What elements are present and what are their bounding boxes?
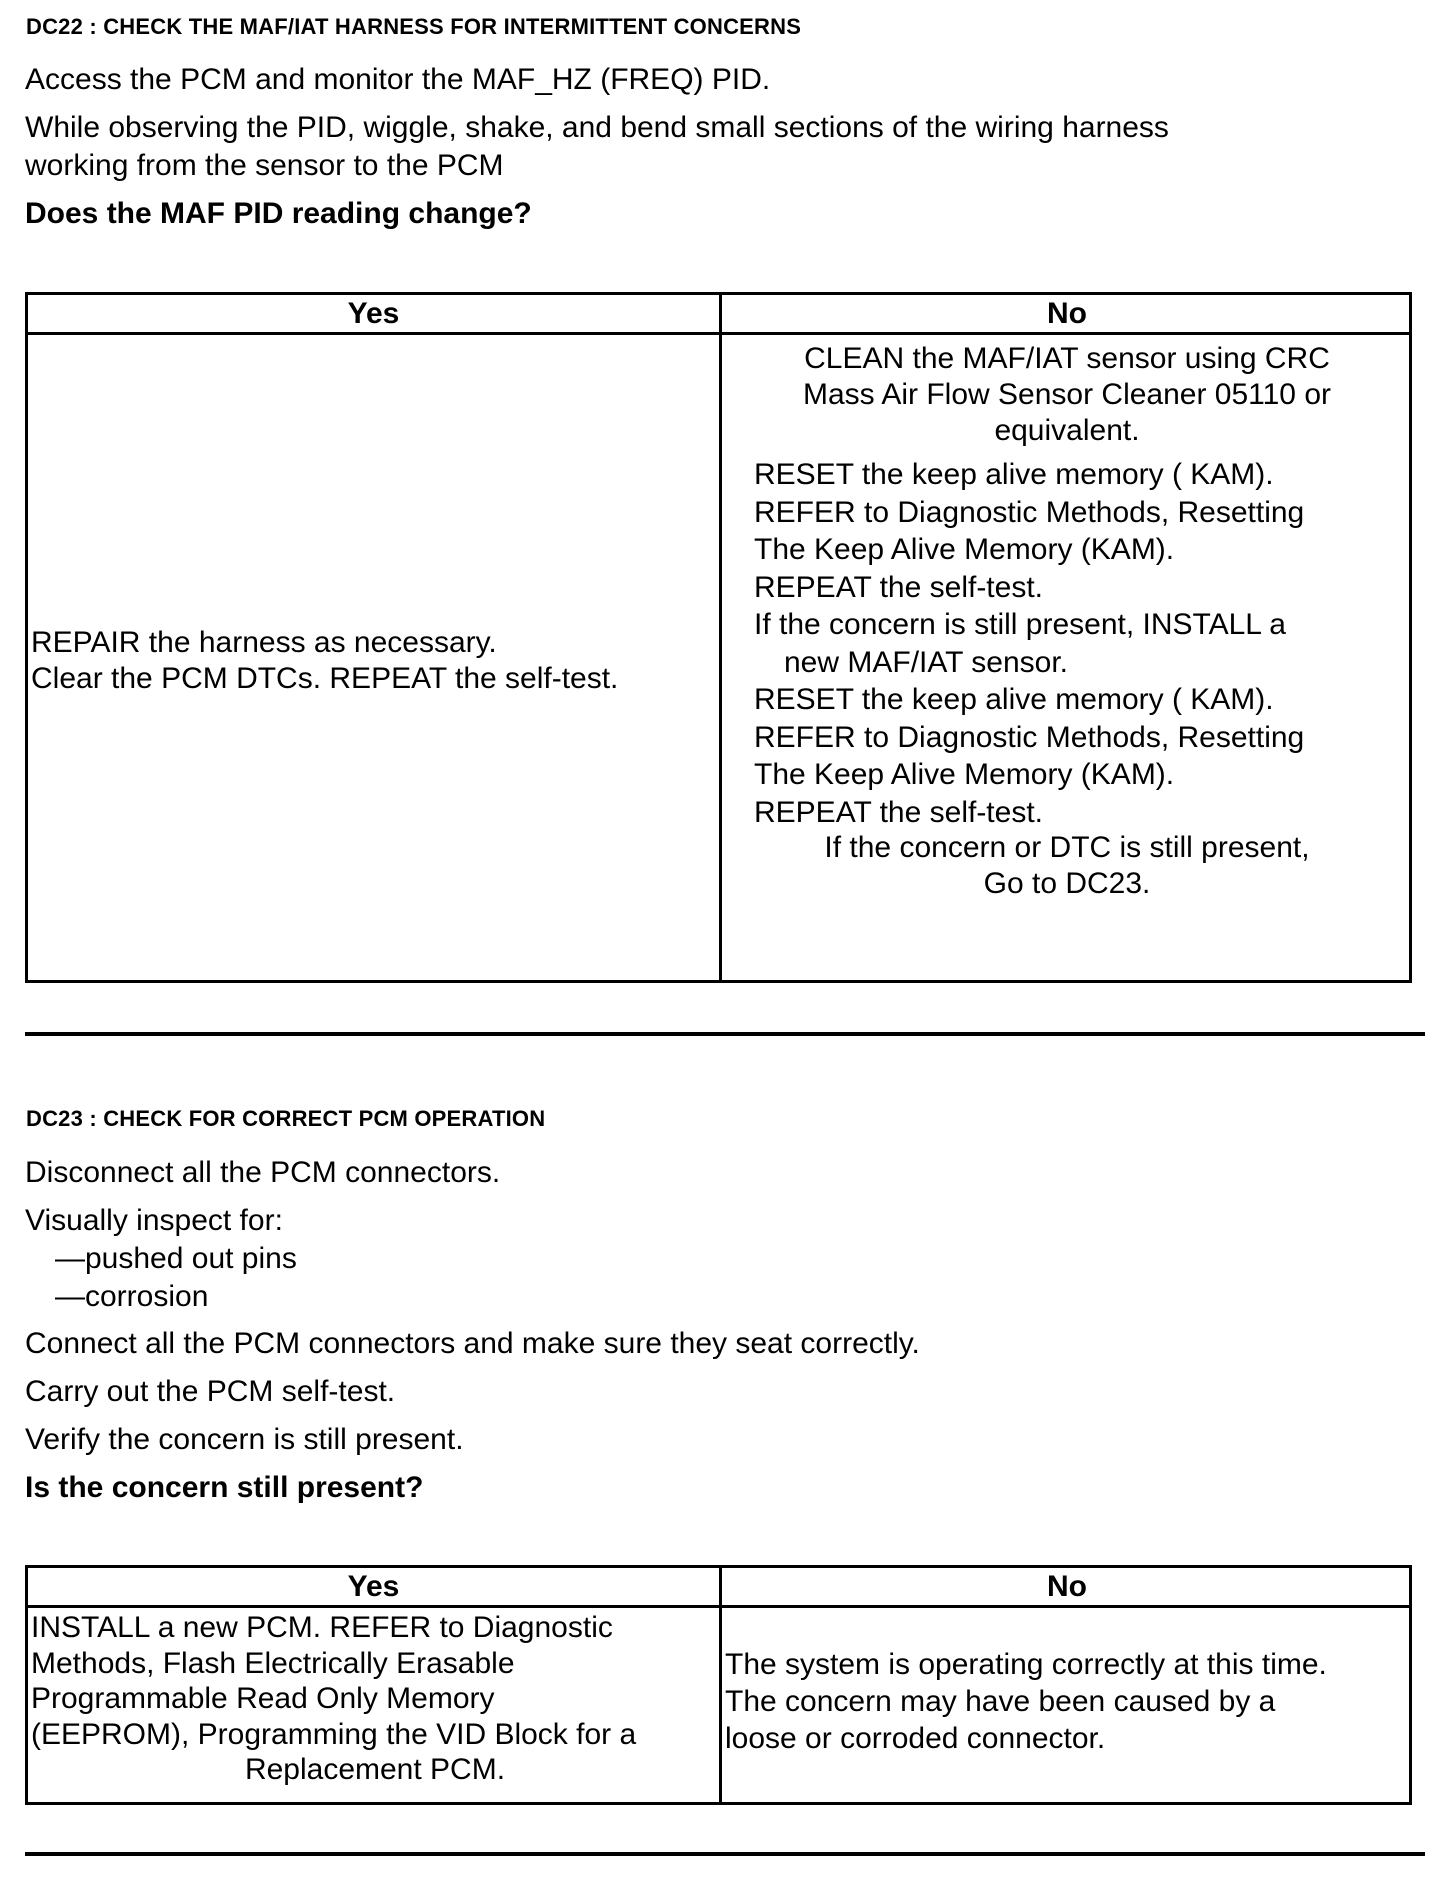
dc23-line-1: Disconnect all the PCM connectors. (25, 1156, 501, 1189)
dc22-table (25, 292, 1412, 983)
dc23-no-header: No (1047, 1570, 1087, 1603)
dc22-no-line: If the concern or DTC is still present, (824, 831, 1310, 864)
dc23-question: Is the concern still present? (25, 1471, 424, 1504)
dc23-line-3: Connect all the PCM connectors and make sure they seat correctly. (25, 1327, 920, 1360)
dc23-yes-line: INSTALL a new PCM. REFER to Diagnostic (31, 1611, 613, 1644)
dc23-bullet: —corrosion (55, 1280, 209, 1313)
dc22-title: DC22 : CHECK THE MAF/IAT HARNESS FOR INTERMITTENT CONCERNS (26, 14, 802, 39)
dc22-no-line: REFER to Diagnostic Methods, Resetting (754, 495, 1305, 529)
dc22-no-line: Mass Air Flow Sensor Cleaner 05110 or (802, 378, 1332, 411)
dc23-bullet: —pushed out pins (55, 1242, 297, 1275)
dc23-yes-line: (EEPROM), Programming the VID Block for a (31, 1717, 637, 1751)
section-divider-bottom (25, 1852, 1425, 1856)
dc22-line-1: Access the PCM and monitor the MAF_HZ (FREQ) PID. (25, 63, 771, 96)
dc23-line-2: Visually inspect for: (25, 1204, 283, 1237)
dc22-no-cell-intro (722, 341, 1412, 449)
dc22-no-line: If the concern is still present, INSTALL a (754, 608, 1286, 641)
dc23-line-4: Carry out the PCM self-test. (25, 1375, 396, 1408)
dc22-yes-line: Clear the PCM DTCs. REPEAT the self-test. (31, 662, 619, 695)
dc23-no-line: The system is operating correctly at this time. (725, 1648, 1327, 1681)
dc22-yes-header: Yes (347, 297, 400, 330)
dc22-no-line: RESET the keep alive memory ( KAM). (754, 683, 1274, 716)
dc22-no-line: RESET the keep alive memory ( KAM). (754, 458, 1274, 491)
dc23-yes-header: Yes (347, 1570, 400, 1603)
dc22-no-line: The Keep Alive Memory (KAM). (754, 758, 1175, 791)
dc22-no-line: REPEAT the self-test. (754, 795, 1043, 829)
dc23-yes-line: Replacement PCM. (244, 1753, 506, 1786)
section-divider (25, 1032, 1425, 1036)
dc23-title: DC23 : CHECK FOR CORRECT PCM OPERATION (26, 1106, 546, 1131)
dc22-no-line: CLEAN the MAF/IAT sensor using CRC (804, 342, 1330, 375)
dc22-no-line: REFER to Diagnostic Methods, Resetting (754, 720, 1305, 754)
dc22-no-cell-end (722, 830, 1412, 902)
dc22-line-3: working from the sensor to the PCM (25, 149, 504, 182)
dc22-no-line: equivalent. (994, 414, 1140, 447)
dc22-no-cell-steps (754, 456, 1304, 831)
dc22-line-2: While observing the PID, wiggle, shake, and bend small sections of the wiring harness (25, 111, 1169, 144)
dc23-yes-line: Programmable Read Only Memory (31, 1682, 495, 1715)
dc23-yes-cell (31, 1610, 719, 1788)
dc22-yes-line: REPAIR the harness as necessary. (31, 626, 497, 659)
dc22-no-header: No (1047, 297, 1087, 330)
dc23-yes-line: Methods, Flash Electrically Erasable (31, 1646, 515, 1680)
dc23-no-line: loose or corroded connector. (725, 1722, 1106, 1755)
dc23-table (25, 1565, 1412, 1805)
dc22-no-line: Go to DC23. (983, 867, 1151, 900)
dc22-no-line: new MAF/IAT sensor. (784, 645, 1068, 679)
dc22-question: Does the MAF PID reading change? (25, 197, 532, 230)
dc23-no-line: The concern may have been caused by a (725, 1685, 1276, 1718)
dc23-no-cell (725, 1646, 1327, 1757)
dc22-no-line: The Keep Alive Memory (KAM). (754, 533, 1175, 566)
dc23-line-5: Verify the concern is still present. (25, 1423, 464, 1456)
dc22-yes-cell (31, 625, 618, 697)
dc22-no-line: REPEAT the self-test. (754, 570, 1043, 604)
